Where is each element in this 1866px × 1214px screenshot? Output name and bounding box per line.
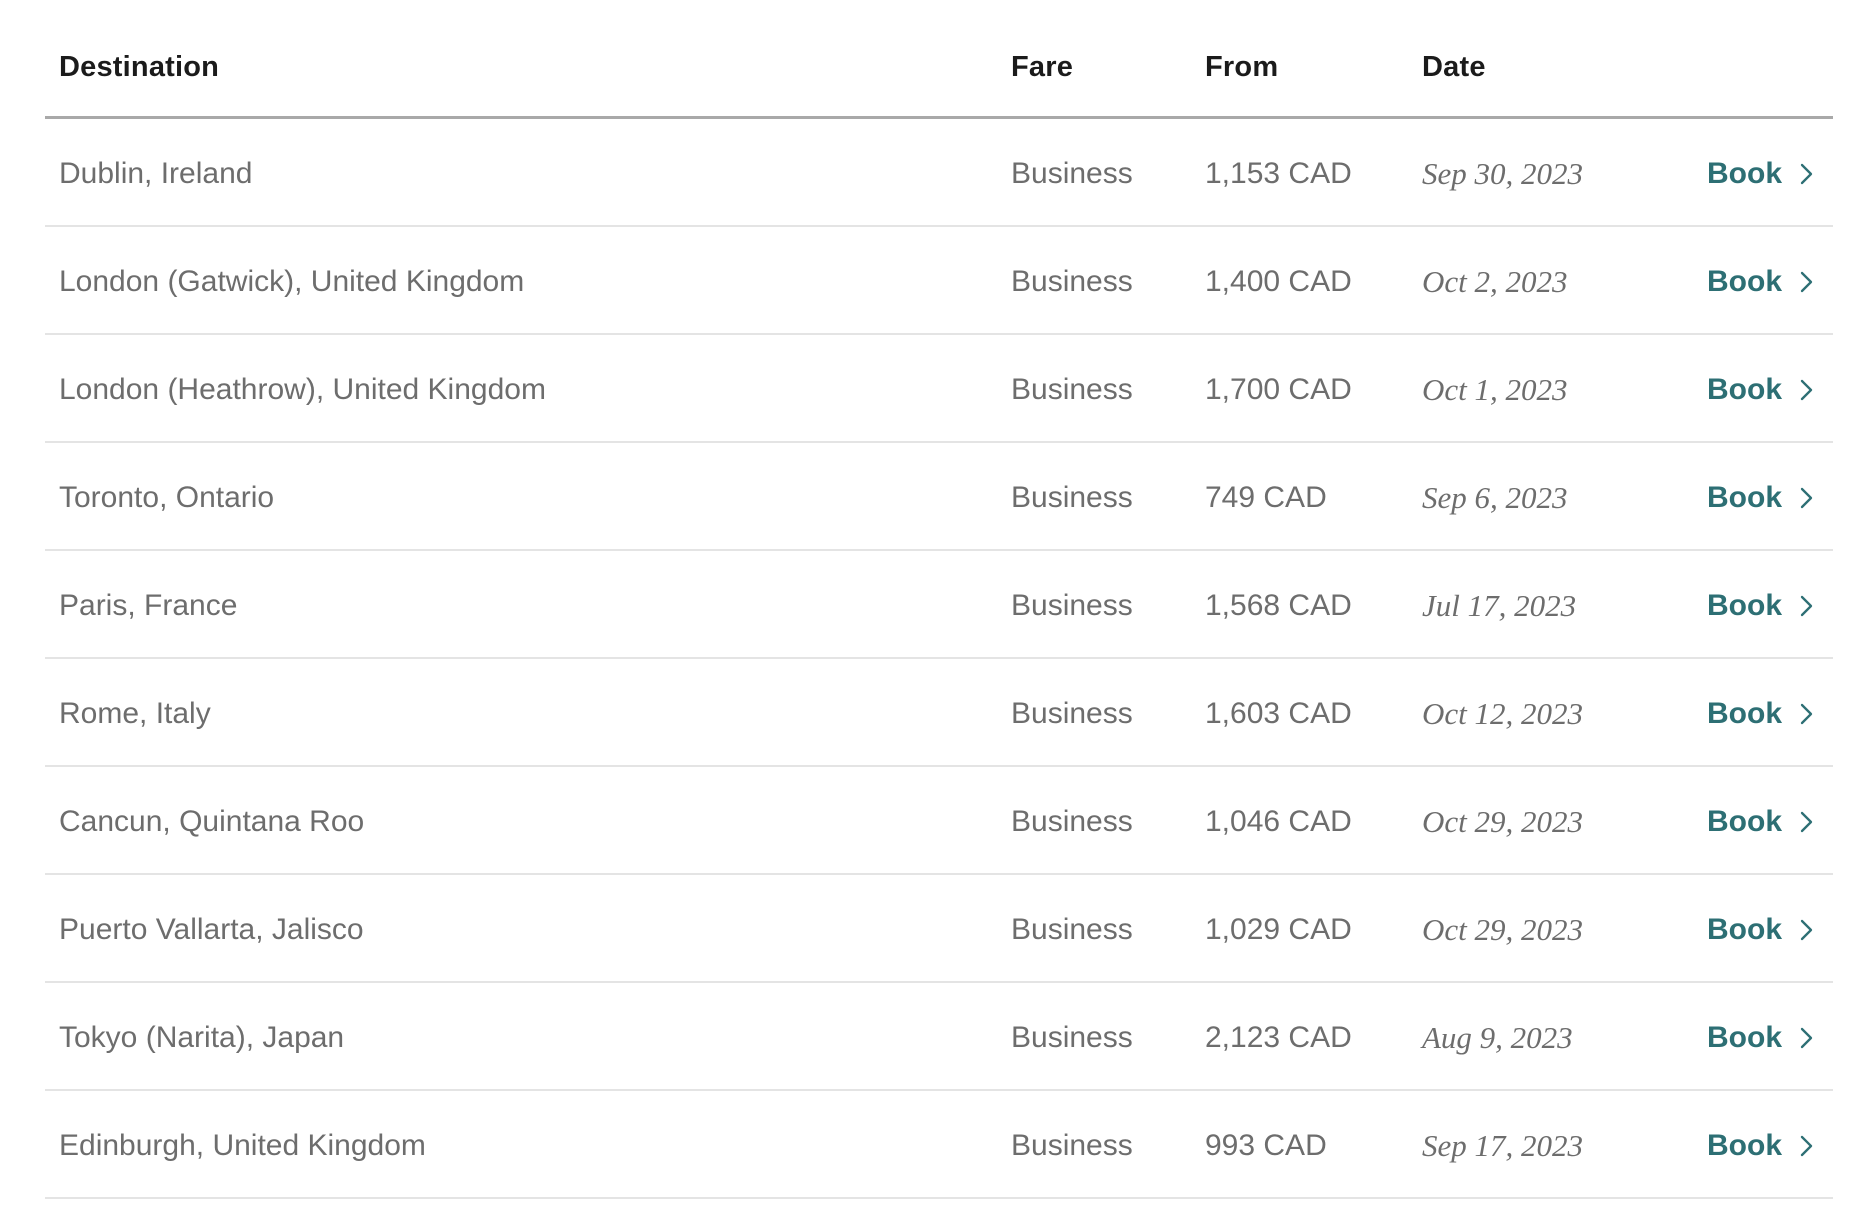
actions-cell <box>1707 265 1833 299</box>
destination-cell: Rome, Italy <box>59 697 211 730</box>
fare-class-cell: Business <box>1011 697 1133 730</box>
from-price-cell: 749 CAD <box>1205 481 1327 514</box>
destination-cell: Edinburgh, United Kingdom <box>59 1129 426 1162</box>
chevron-right-icon <box>1798 484 1815 512</box>
date-cell: Aug 9, 2023 <box>1422 1020 1573 1055</box>
from-price-cell: 2,123 CAD <box>1205 1021 1352 1054</box>
book-link-label: Book <box>1707 589 1782 622</box>
book-link[interactable] <box>1707 697 1815 731</box>
destination-cell: London (Heathrow), United Kingdom <box>59 373 546 406</box>
actions-cell <box>1707 805 1833 839</box>
from-price-cell: 993 CAD <box>1205 1129 1327 1162</box>
chevron-right-icon <box>1798 160 1815 188</box>
fares-table <box>45 0 1833 1199</box>
fare-class-cell: Business <box>1011 1021 1133 1054</box>
date-cell: Sep 17, 2023 <box>1422 1128 1584 1163</box>
book-link-label: Book <box>1707 805 1782 838</box>
chevron-right-icon <box>1798 700 1815 728</box>
chevron-right-icon <box>1798 592 1815 620</box>
chevron-right-icon <box>1798 268 1815 296</box>
fare-class-cell: Business <box>1011 913 1133 946</box>
actions-cell <box>1707 913 1833 947</box>
book-link[interactable] <box>1707 373 1815 407</box>
column-header-date: Date <box>1422 50 1486 83</box>
chevron-right-icon <box>1798 808 1815 836</box>
date-cell: Oct 1, 2023 <box>1422 372 1568 407</box>
actions-cell <box>1707 373 1833 407</box>
from-price-cell: 1,029 CAD <box>1205 913 1352 946</box>
actions-cell <box>1707 697 1833 731</box>
fare-class-cell: Business <box>1011 481 1133 514</box>
fare-class-cell: Business <box>1011 589 1133 622</box>
fare-class-cell: Business <box>1011 373 1133 406</box>
book-link[interactable] <box>1707 265 1815 299</box>
book-link[interactable] <box>1707 1129 1815 1163</box>
chevron-right-icon <box>1798 1132 1815 1160</box>
fare-row <box>45 1091 1833 1199</box>
date-cell: Oct 29, 2023 <box>1422 912 1584 947</box>
book-link[interactable] <box>1707 913 1815 947</box>
fare-class-cell: Business <box>1011 1129 1133 1162</box>
date-cell: Oct 12, 2023 <box>1422 696 1584 731</box>
fare-row <box>45 227 1833 335</box>
chevron-right-icon <box>1798 1024 1815 1052</box>
date-cell: Oct 2, 2023 <box>1422 264 1568 299</box>
fare-row <box>45 767 1833 875</box>
from-price-cell: 1,700 CAD <box>1205 373 1352 406</box>
book-link-label: Book <box>1707 481 1782 514</box>
actions-cell <box>1707 157 1833 191</box>
book-link-label: Book <box>1707 1021 1782 1054</box>
destination-cell: Dublin, Ireland <box>59 157 253 190</box>
fare-class-cell: Business <box>1011 265 1133 298</box>
date-cell: Jul 17, 2023 <box>1422 588 1577 623</box>
book-link[interactable] <box>1707 589 1815 623</box>
book-link-label: Book <box>1707 373 1782 406</box>
fare-class-cell: Business <box>1011 805 1133 838</box>
destination-cell: Puerto Vallarta, Jalisco <box>59 913 364 946</box>
actions-cell <box>1707 589 1833 623</box>
fare-row <box>45 335 1833 443</box>
book-link[interactable] <box>1707 157 1815 191</box>
from-price-cell: 1,400 CAD <box>1205 265 1352 298</box>
chevron-right-icon <box>1798 376 1815 404</box>
fare-row <box>45 119 1833 227</box>
column-header-destination: Destination <box>59 50 220 83</box>
fare-row <box>45 659 1833 767</box>
fare-row <box>45 983 1833 1091</box>
chevron-right-icon <box>1798 916 1815 944</box>
column-header-from: From <box>1205 50 1279 83</box>
actions-cell <box>1707 1021 1833 1055</box>
actions-cell <box>1707 481 1833 515</box>
destination-cell: London (Gatwick), United Kingdom <box>59 265 525 298</box>
from-price-cell: 1,603 CAD <box>1205 697 1352 730</box>
fare-row <box>45 551 1833 659</box>
book-link-label: Book <box>1707 157 1782 190</box>
actions-cell <box>1707 1129 1833 1163</box>
fare-row <box>45 443 1833 551</box>
date-cell: Sep 6, 2023 <box>1422 480 1568 515</box>
book-link-label: Book <box>1707 265 1782 298</box>
book-link[interactable] <box>1707 1021 1815 1055</box>
destination-cell: Paris, France <box>59 589 238 622</box>
book-link[interactable] <box>1707 805 1815 839</box>
book-link-label: Book <box>1707 1129 1782 1162</box>
book-link-label: Book <box>1707 913 1782 946</box>
fare-class-cell: Business <box>1011 157 1133 190</box>
table-header-row <box>45 0 1833 119</box>
book-link-label: Book <box>1707 697 1782 730</box>
column-header-fare: Fare <box>1011 50 1074 83</box>
date-cell: Oct 29, 2023 <box>1422 804 1584 839</box>
from-price-cell: 1,153 CAD <box>1205 157 1352 190</box>
from-price-cell: 1,568 CAD <box>1205 589 1352 622</box>
fare-row <box>45 875 1833 983</box>
book-link[interactable] <box>1707 481 1815 515</box>
from-price-cell: 1,046 CAD <box>1205 805 1352 838</box>
destination-cell: Toronto, Ontario <box>59 481 275 514</box>
destination-cell: Cancun, Quintana Roo <box>59 805 365 838</box>
date-cell: Sep 30, 2023 <box>1422 156 1584 191</box>
table-body <box>45 119 1833 1199</box>
destination-cell: Tokyo (Narita), Japan <box>59 1021 345 1054</box>
